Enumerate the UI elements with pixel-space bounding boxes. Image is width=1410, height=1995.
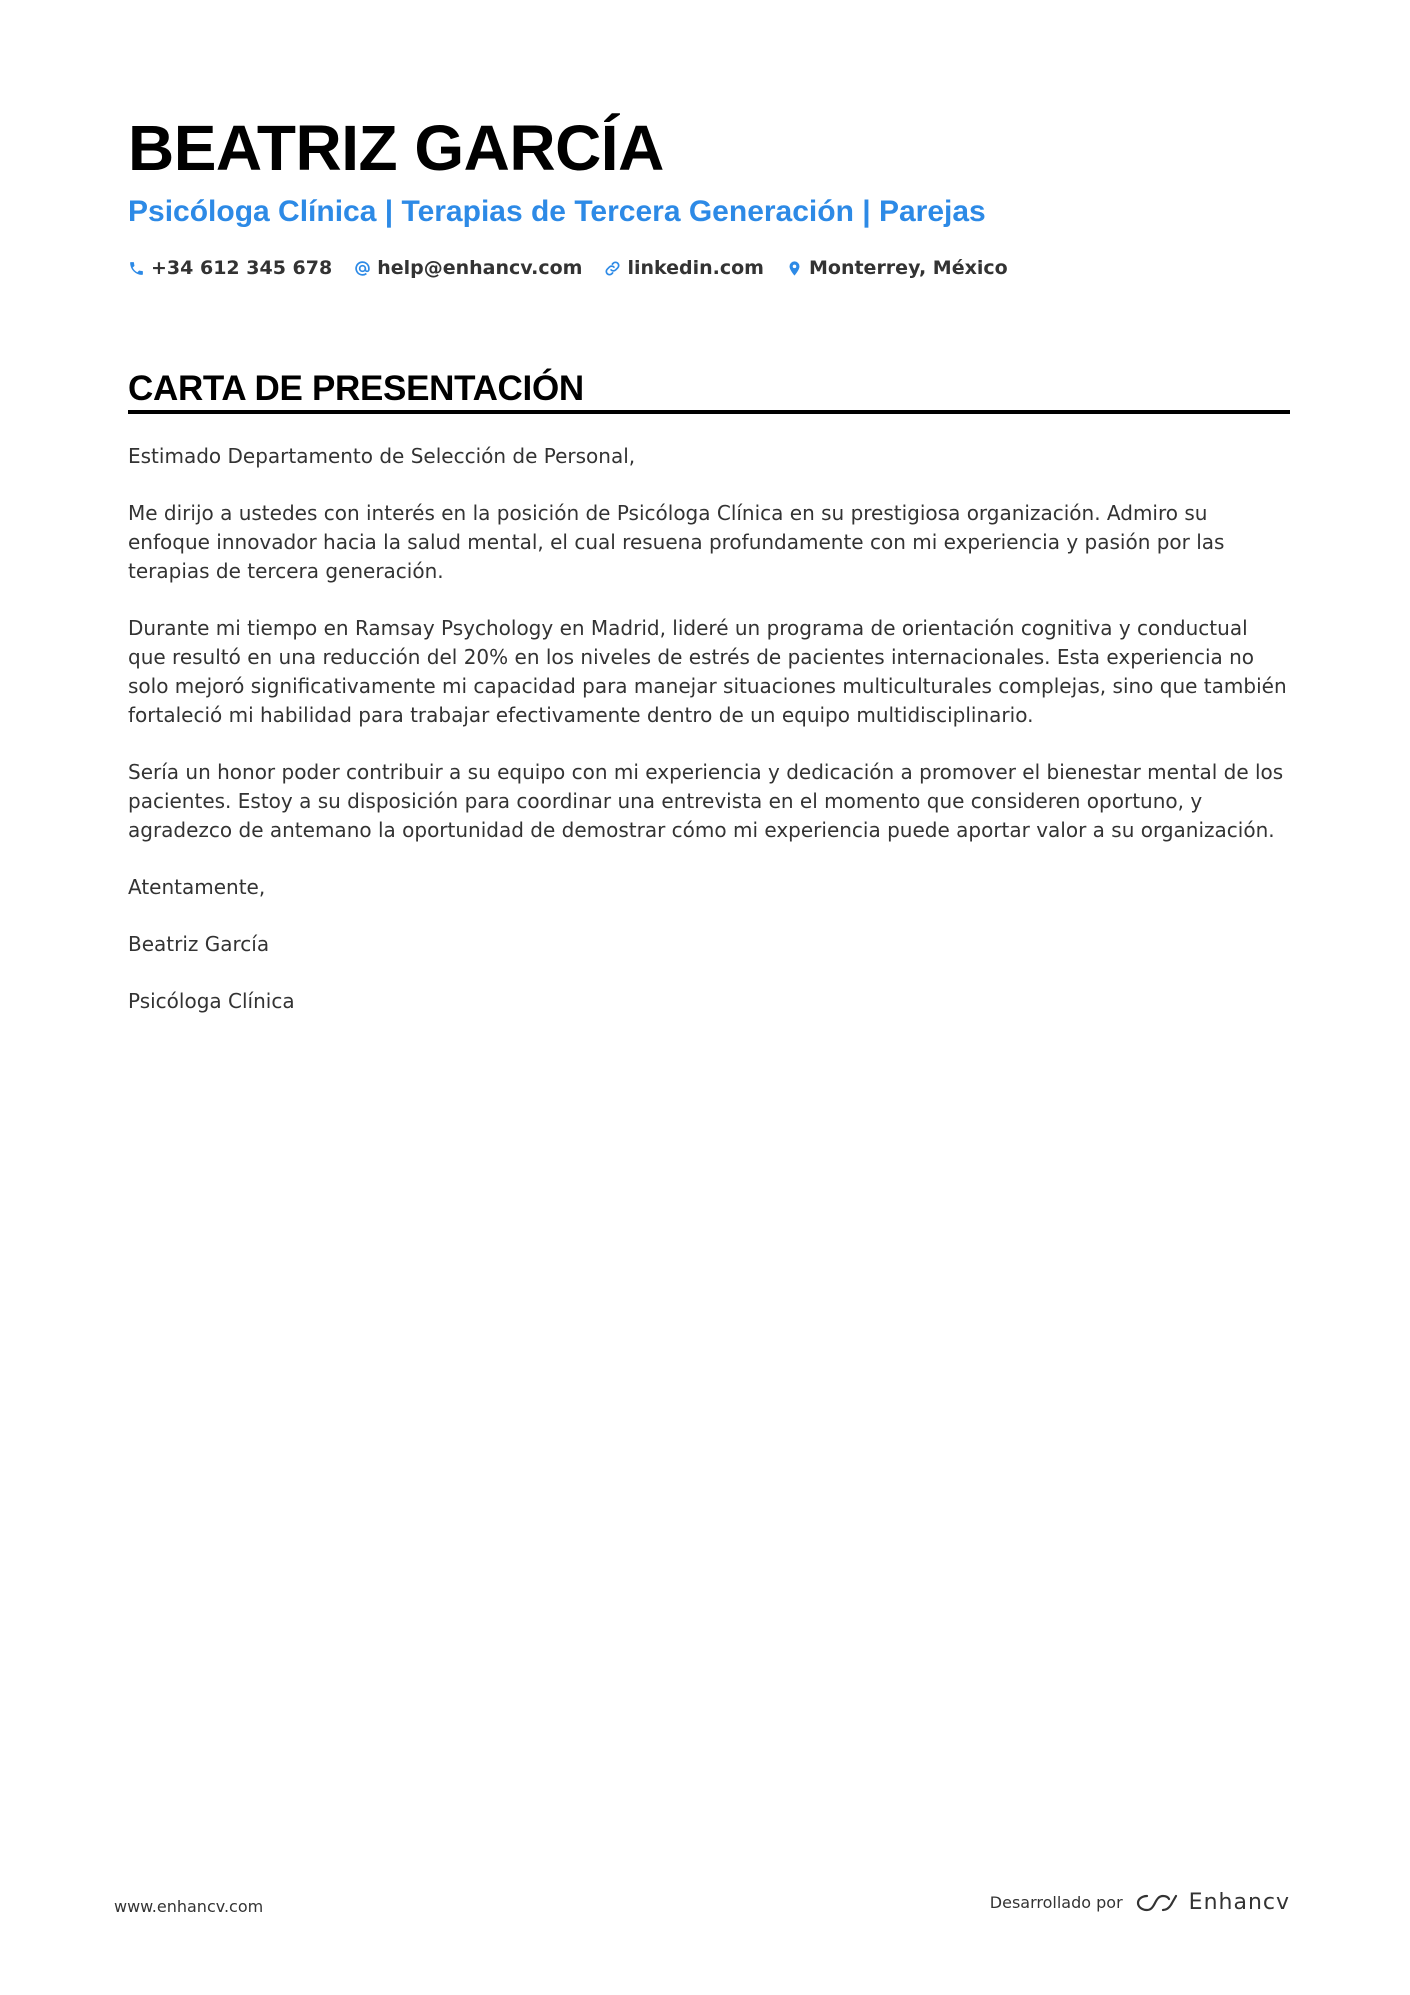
contact-location-text: Monterrey, México — [808, 257, 1008, 279]
contact-phone-text: +34 612 345 678 — [151, 257, 333, 279]
letter-signature: Beatriz García — [128, 932, 270, 956]
letter-closing: Atentamente, — [128, 875, 266, 899]
letter-body — [128, 442, 1290, 1044]
letter-greeting: Estimado Departamento de Selección de Personal, — [128, 444, 636, 468]
contact-email[interactable] — [354, 254, 582, 282]
brand-logo[interactable] — [1133, 1890, 1290, 1916]
enhancv-logo-icon — [1133, 1891, 1179, 1915]
candidate-name: BEATRIZ GARCÍA — [128, 112, 664, 184]
link-icon — [604, 260, 621, 277]
section-title: CARTA DE PRESENTACIÓN — [128, 369, 584, 408]
powered-by-label: Desarrollado por — [989, 1893, 1123, 1912]
contact-info — [128, 254, 1008, 282]
contact-linkedin-text: linkedin.com — [627, 257, 764, 279]
letter-paragraph: Me dirijo a ustedes con interés en la posición de Psicóloga Clínica en su prestigiosa organización. Admiro su enfoque innovador hacia la salud mental, el cual resuena profundamente con mi experiencia y pasión por las terapias de tercera generación. — [128, 501, 1225, 583]
section-divider — [128, 410, 1290, 414]
contact-linkedin[interactable] — [604, 254, 764, 282]
footer-branding — [990, 1890, 1290, 1916]
letter-signature-title: Psicóloga Clínica — [128, 989, 295, 1013]
location-pin-icon — [786, 260, 803, 277]
at-icon — [354, 260, 371, 277]
letter-paragraph: Sería un honor poder contribuir a su equipo con mi experiencia y dedicación a promover el bienestar mental de los pacientes. Estoy a su disposición para coordinar una entrevista en el momento que consideren oportuno, y agradezco de antemano la oportunidad de demostrar cómo mi experiencia puede aportar valor a su organización. — [128, 760, 1284, 842]
candidate-headline: Psicóloga Clínica | Terapias de Tercera Generación | Parejas — [128, 195, 986, 228]
letter-paragraph: Durante mi tiempo en Ramsay Psychology en Madrid, lideré un programa de orientación cognitiva y conductual que resultó en una reducción del 20% en los niveles de estrés de pacientes internacionales. Esta experiencia no solo mejoró significativamente mi capacidad para manejar situaciones multiculturales complejas, sino que también fortaleció mi habilidad para trabajar efectivamente dentro de un equipo multidisciplinario. — [128, 616, 1287, 727]
contact-phone[interactable] — [128, 254, 332, 282]
phone-icon — [128, 260, 145, 277]
footer-website[interactable]: www.enhancv.com — [114, 1897, 264, 1916]
contact-location — [786, 254, 1008, 282]
contact-email-text: help@enhancv.com — [377, 257, 583, 279]
brand-name: Enhancv — [1188, 1890, 1290, 1915]
